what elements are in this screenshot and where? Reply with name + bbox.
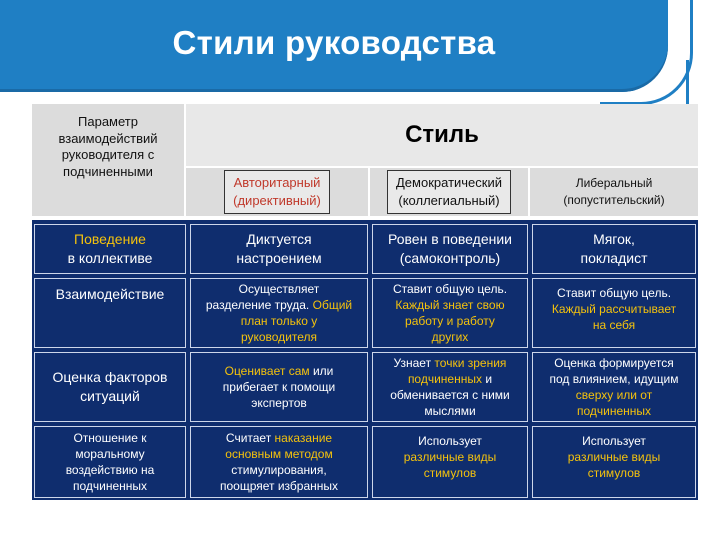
header-style-democratic-cell	[370, 168, 528, 216]
cell-text: обменивается с ними	[390, 388, 510, 402]
style-name: Демократический	[396, 175, 502, 191]
row-param-cell	[34, 224, 186, 274]
row-cell-democratic	[372, 426, 528, 498]
cell-text-highlight: на себя	[592, 318, 636, 333]
param-text: Оценка факторов	[52, 369, 168, 386]
cell-text: Считает	[225, 430, 272, 445]
cell-text-highlight: Общий	[312, 297, 353, 312]
param-text: Отношение к	[73, 430, 147, 445]
row-cell-authoritarian	[190, 278, 368, 348]
cell-text: и	[481, 371, 493, 386]
row-param-cell	[34, 278, 186, 348]
cell-text: Использует	[582, 434, 646, 448]
style-subname: (директивный)	[233, 193, 321, 208]
cell-text-highlight: Оценивает сам	[224, 363, 310, 378]
cell-text: Осуществляет	[238, 281, 320, 296]
param-text: моральному	[75, 446, 145, 461]
cell-text: Использует	[418, 434, 482, 448]
style-name: Авторитарный	[233, 175, 321, 191]
row-cell-authoritarian	[190, 352, 368, 422]
cell-text: Ставит общую цель.	[556, 286, 672, 300]
header-style-liberal-cell	[530, 168, 698, 216]
cell-text-highlight: точки зрения	[434, 355, 507, 370]
row-cell-liberal	[532, 278, 696, 348]
row-cell-democratic	[372, 352, 528, 422]
cell-text: Диктуется	[246, 231, 312, 248]
slide-title: Стили руководства	[172, 24, 496, 61]
cell-text: под влиянием, идущим	[549, 371, 679, 386]
cell-text: экспертов	[251, 396, 307, 411]
cell-text-highlight: основным методом	[225, 446, 333, 461]
row-cell-liberal	[532, 426, 696, 498]
header-param-line: Параметр	[78, 114, 138, 129]
param-text: Взаимодействие	[55, 286, 165, 302]
header-param-line: руководителя с	[61, 147, 155, 163]
param-text: воздействию на	[65, 463, 155, 477]
row-cell-authoritarian	[190, 224, 368, 274]
cell-text: Ставит общую цель.	[392, 281, 508, 296]
style-subname: (коллегиальный)	[398, 193, 500, 208]
row-param-cell	[34, 352, 186, 422]
cell-text: поощряет избранных	[219, 479, 339, 494]
cell-text: (самоконтроль)	[399, 250, 501, 266]
cell-text-highlight: Каждый рассчитывает	[551, 302, 677, 317]
param-text: ситуаций	[80, 388, 140, 404]
cell-text-highlight: различные виды	[403, 450, 497, 465]
cell-text-highlight: руководителя	[240, 330, 318, 345]
cell-text: или	[309, 363, 334, 378]
cell-text: покладист	[580, 250, 648, 266]
row-cell-authoritarian	[190, 426, 368, 498]
cell-text: настроением	[236, 250, 322, 266]
cell-text: Мягок,	[593, 231, 635, 248]
cell-text-highlight: работу и работу	[405, 314, 495, 328]
cell-text-highlight: Каждый знает свою	[395, 297, 505, 312]
row-cell-liberal	[532, 224, 696, 274]
cell-text: Оценка формируется	[554, 355, 674, 370]
row-cell-democratic	[372, 278, 528, 348]
cell-text-highlight: подчиненных	[576, 404, 652, 419]
style-democratic	[387, 170, 511, 213]
cell-text: разделение труда.	[205, 297, 310, 312]
cell-text-highlight: сверху или от	[575, 388, 653, 402]
cell-text: мыслями	[424, 404, 476, 419]
style-name: Либеральный	[575, 176, 653, 191]
cell-text-highlight: стимулов	[587, 466, 641, 481]
header-param-line: взаимодействий	[58, 130, 158, 146]
header-style-title: Стиль	[186, 104, 698, 166]
header-style-authoritarian-cell	[186, 168, 368, 216]
cell-text: Узнает	[393, 355, 432, 370]
header-param-cell	[32, 104, 184, 216]
row-cell-liberal	[532, 352, 696, 422]
style-authoritarian	[224, 170, 330, 213]
cell-text-highlight: подчиненных	[407, 371, 482, 386]
cell-text-highlight: план только у	[240, 314, 318, 328]
style-liberal	[563, 175, 664, 209]
cell-text: стимулирования,	[231, 463, 327, 477]
row-param-cell	[34, 426, 186, 498]
style-subname: (попустительский)	[563, 193, 665, 207]
row-cell-democratic	[372, 224, 528, 274]
cell-text-highlight: стимулов	[423, 466, 477, 481]
cell-text: Ровен в поведении	[388, 231, 512, 248]
param-text: подчиненных	[72, 479, 148, 494]
cell-text-highlight: различные виды	[567, 450, 661, 465]
cell-text-highlight: других	[431, 330, 469, 345]
param-text: Поведение	[74, 231, 146, 248]
header-param-line: подчиненными	[63, 163, 153, 179]
cell-text: прибегает к помощи	[222, 379, 336, 394]
cell-text-highlight: наказание	[274, 430, 333, 445]
param-text: в коллективе	[67, 250, 153, 266]
